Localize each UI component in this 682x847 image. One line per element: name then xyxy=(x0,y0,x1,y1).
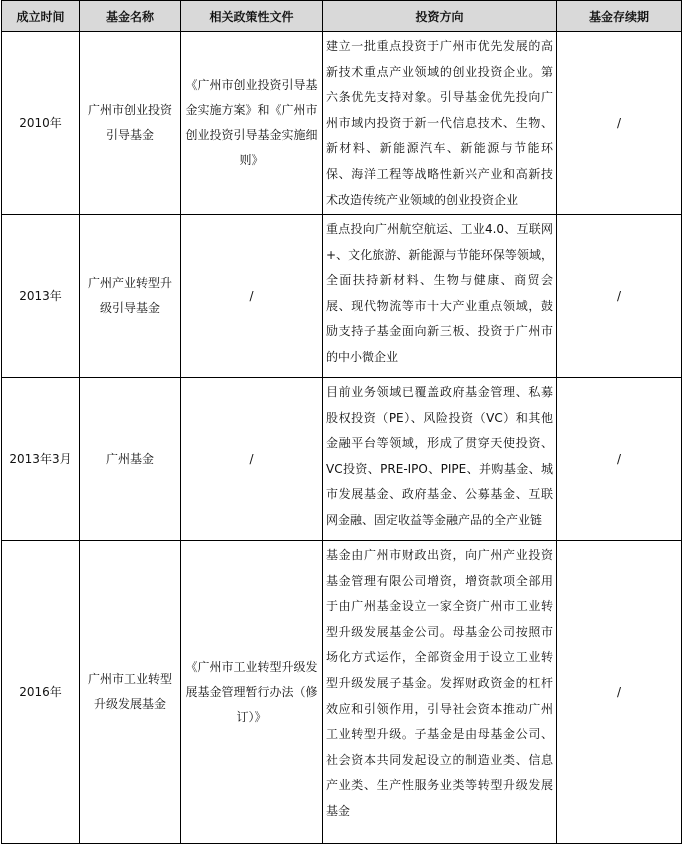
table-row xyxy=(2,32,682,215)
cell-investment-direction: 基金由广州市财政出资，向广州产业投资基金管理有限公司增资，增资款项全部用于由广州基金设立一家全资广州市工业转型升级发展基金公司。母基金公司按照市场化方式运作，全部资金用于设立工业转型升级发展子基金。发挥财政资金的杠杆效应和引领作用，引导社会资本推动广州工业转型升级。子基金是由母基金公司、社会资本共同发起设立的制造业类、信息产业类、生产性服务业类等转型升级发展基金 xyxy=(323,541,557,844)
cell-fund-name: 广州市创业投资引导基金 xyxy=(80,32,181,215)
cell-fund-name: 广州市工业转型升级发展基金 xyxy=(80,541,181,844)
cell-duration: / xyxy=(557,32,682,215)
cell-investment-direction: 建立一批重点投资于广州市优先发展的高新技术重点产业领域的创业投资企业。第六条优先支持对象。引导基金优先投向广州市域内投资于新一代信息技术、生物、新材料、新能源汽车、新能源与节能环保、海洋工程等战略性新兴产业和高新技术改造传统产业领域的创业投资企业 xyxy=(323,32,557,215)
cell-investment-direction: 目前业务领域已覆盖政府基金管理、私募股权投资（PE）、风险投资（VC）和其他金融平台等领域，形成了贯穿天使投资、VC投资、PRE-IPO、PIPE、并购基金、城市发展基金、政府基金、公募基金、互联网金融、固定收益等金融产品的全产业链 xyxy=(323,378,557,541)
cell-investment-direction: 重点投向广州航空航运、工业4.0、互联网+、文化旅游、新能源与节能环保等领域，全面扶持新材料、生物与健康、商贸会展、现代物流等市十大产业重点领域，鼓励支持子基金面向新三板、投资于广州市的中小微企业 xyxy=(323,215,557,378)
table-row xyxy=(2,215,682,378)
header-row xyxy=(2,1,682,32)
cell-fund-name: 广州产业转型升级引导基金 xyxy=(80,215,181,378)
header-established: 成立时间 xyxy=(2,1,80,32)
header-duration: 基金存续期 xyxy=(557,1,682,32)
cell-duration: / xyxy=(557,378,682,541)
cell-established: 2016年 xyxy=(2,541,80,844)
cell-policy-docs: 《广州市工业转型升级发展基金管理暂行办法（修订）》 xyxy=(181,541,323,844)
cell-established: 2013年3月 xyxy=(2,378,80,541)
cell-fund-name: 广州基金 xyxy=(80,378,181,541)
fund-table xyxy=(1,0,682,844)
cell-policy-docs: / xyxy=(181,215,323,378)
cell-established: 2010年 xyxy=(2,32,80,215)
cell-policy-docs: / xyxy=(181,378,323,541)
cell-duration: / xyxy=(557,541,682,844)
header-investment-direction: 投资方向 xyxy=(323,1,557,32)
table-row xyxy=(2,378,682,541)
table-row xyxy=(2,541,682,844)
header-policy-docs: 相关政策性文件 xyxy=(181,1,323,32)
cell-established: 2013年 xyxy=(2,215,80,378)
cell-policy-docs: 《广州市创业投资引导基金实施方案》和《广州市创业投资引导基金实施细则》 xyxy=(181,32,323,215)
header-fund-name: 基金名称 xyxy=(80,1,181,32)
cell-duration: / xyxy=(557,215,682,378)
